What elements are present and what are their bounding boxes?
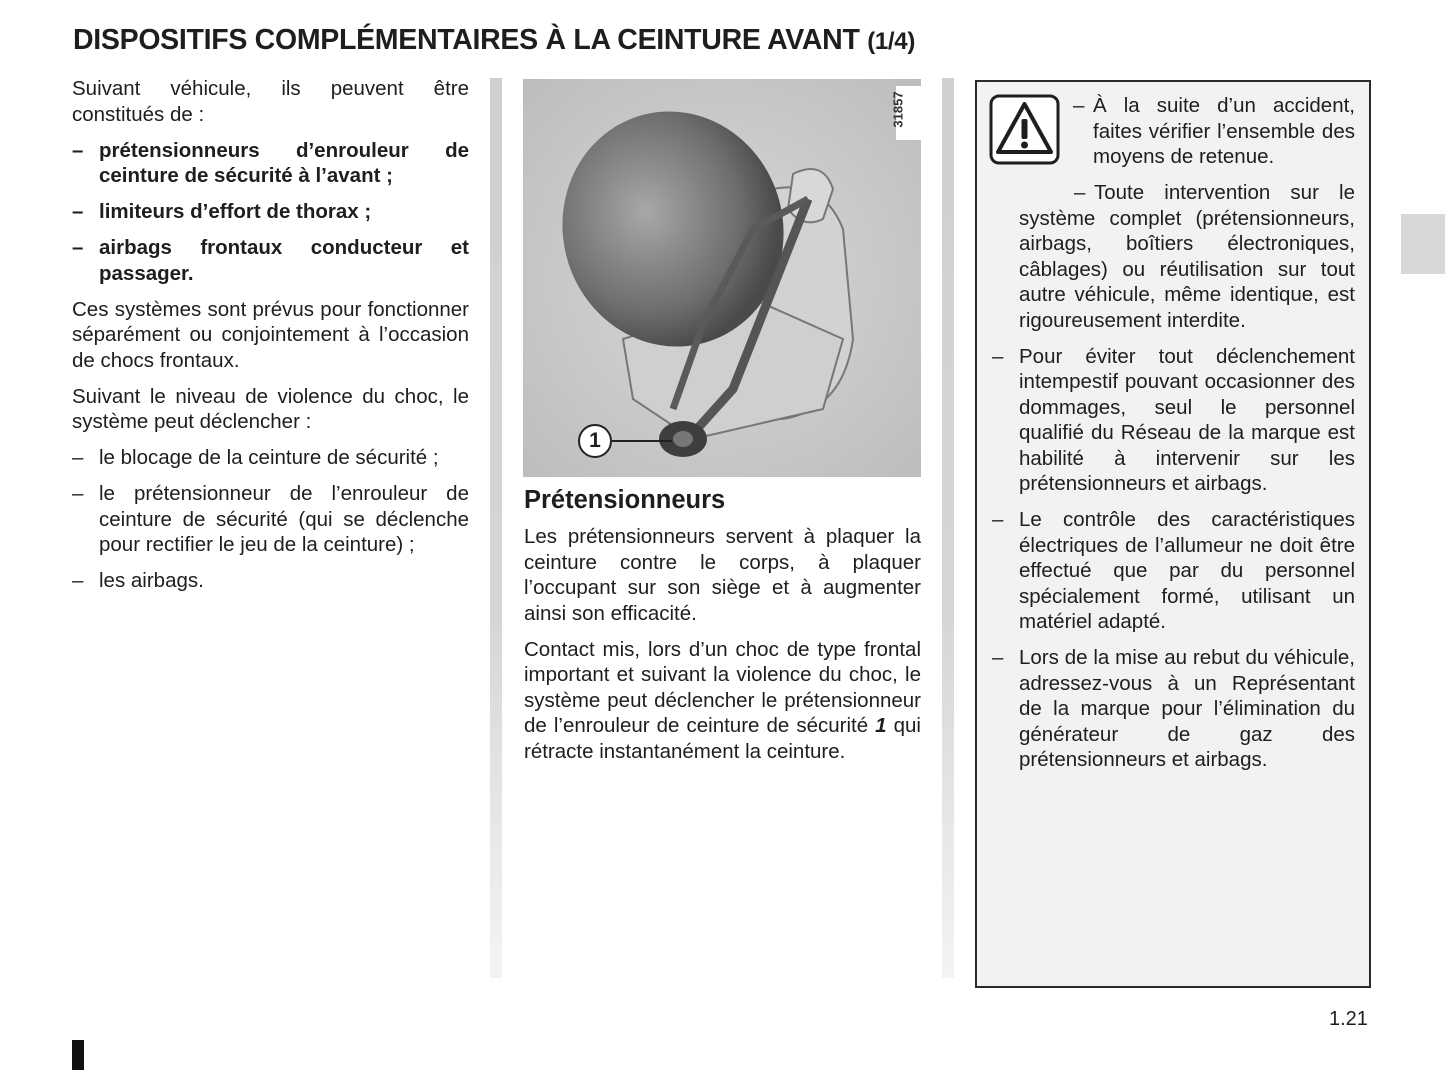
dash-marker: – xyxy=(72,446,84,469)
warning-list xyxy=(992,93,1355,783)
figure-ref-text: 31857 xyxy=(890,91,906,128)
warning-item-text: Pour éviter tout déclenchement intempestif pouvant occasionner des dommages, seul le personnel qualifié du Réseau de la marque est habilité à intervenir sur les prétensionneurs et airbags. xyxy=(1019,344,1355,495)
dash-marker: – xyxy=(992,344,1004,368)
dash-marker: – xyxy=(1074,181,1086,204)
paragraph xyxy=(524,637,921,765)
warning-item-text: À la suite d’un accident, faites vérifier l’ensemble des moyens de retenue. xyxy=(1093,94,1355,168)
warning-item-text: Lors de la mise au rebut du véhicule, adressez-vous à un Représentant de la marque pour l’élimination du générateur de gaz des prétensionneurs et airbags. xyxy=(1019,646,1355,771)
list-item xyxy=(72,235,469,286)
callout-reference: 1 xyxy=(875,714,887,737)
list-item-text: les airbags. xyxy=(99,569,204,592)
middle-column xyxy=(524,486,921,775)
page-marker xyxy=(72,1040,84,1070)
list-item-text: limiteurs d’effort de thorax ; xyxy=(99,200,372,223)
dash-marker: – xyxy=(72,482,84,505)
section-heading: Prétensionneurs xyxy=(524,486,726,514)
warning-item xyxy=(1073,93,1355,170)
dash-marker: – xyxy=(72,236,84,259)
callout-1: 1 xyxy=(578,424,612,458)
dash-marker: – xyxy=(72,569,84,592)
warning-item xyxy=(1019,180,1355,333)
warning-item xyxy=(992,507,1355,635)
list-item xyxy=(72,481,469,558)
list-item-text: prétensionneurs d’enrouleur de ceinture de sécurité à l’avant ; xyxy=(99,138,469,187)
list-item xyxy=(72,199,469,225)
page-title xyxy=(73,24,1393,57)
figure-reference-number xyxy=(890,86,922,140)
paragraph-text: qui rétracte instantanément la ceinture. xyxy=(524,714,921,763)
dash-marker: – xyxy=(72,138,84,162)
column-divider xyxy=(942,78,954,978)
warning-item-text: Le contrôle des caractéristiques électriques de l’allumeur ne doit être effectué que par du personnel spécialement formé, utilisant un matériel adapté. xyxy=(1019,508,1355,633)
paragraph: Suivant le niveau de violence du choc, le système peut déclencher : xyxy=(72,384,469,433)
title-text: DISPOSITIFS COMPLÉMENTAIRES À LA CEINTURE AVANT xyxy=(73,24,860,56)
warning-item-text: Toute intervention sur le système complet (prétensionneurs, airbags, boîtiers électroniques, câblages) ou réutilisation sur tout autre véhicule, même identique, est rigoureusement interdite. xyxy=(1019,181,1355,332)
dash-marker: – xyxy=(992,646,1004,669)
intro-paragraph: Suivant véhicule, ils peuvent être constitués de : xyxy=(72,77,469,126)
list-item-text: le blocage de la ceinture de sécurité ; xyxy=(99,446,439,469)
paragraph: Ces systèmes sont prévus pour fonctionner séparément ou conjointement à l’occasion de chocs frontaux. xyxy=(72,297,469,372)
list-item xyxy=(72,445,469,471)
warning-item xyxy=(992,645,1355,773)
airbag-seat-illustration xyxy=(523,79,921,477)
dash-marker: – xyxy=(992,508,1004,531)
left-column xyxy=(72,76,469,604)
list-item xyxy=(72,138,469,189)
title-part-indicator: (1/4) xyxy=(867,28,916,55)
page-number: 1.21 xyxy=(1329,1008,1368,1030)
warning-item xyxy=(992,344,1355,497)
callout-leader-line xyxy=(612,440,672,442)
list-item-text: airbags frontaux conducteur et passager. xyxy=(99,236,469,285)
list-item xyxy=(72,568,469,594)
column-divider xyxy=(490,78,502,978)
dash-marker: – xyxy=(72,200,84,223)
list-item-text: le prétensionneur de l’enrouleur de ceinture de sécurité (qui se déclenche pour rectifier le jeu de la ceinture) ; xyxy=(99,482,469,556)
dash-marker: – xyxy=(1073,94,1085,117)
paragraph: Les prétensionneurs servent à plaquer la ceinture contre le corps, à plaquer l’occupant sur son siège et à augmenter ainsi son efficacité. xyxy=(524,525,921,625)
paragraph-text: Contact mis, lors d’un choc de type frontal important et suivant la violence du choc, le système peut déclencher le prétensionneur de l’enrouleur de ceinture de sécurité xyxy=(524,637,921,737)
chapter-tab xyxy=(1401,214,1445,274)
